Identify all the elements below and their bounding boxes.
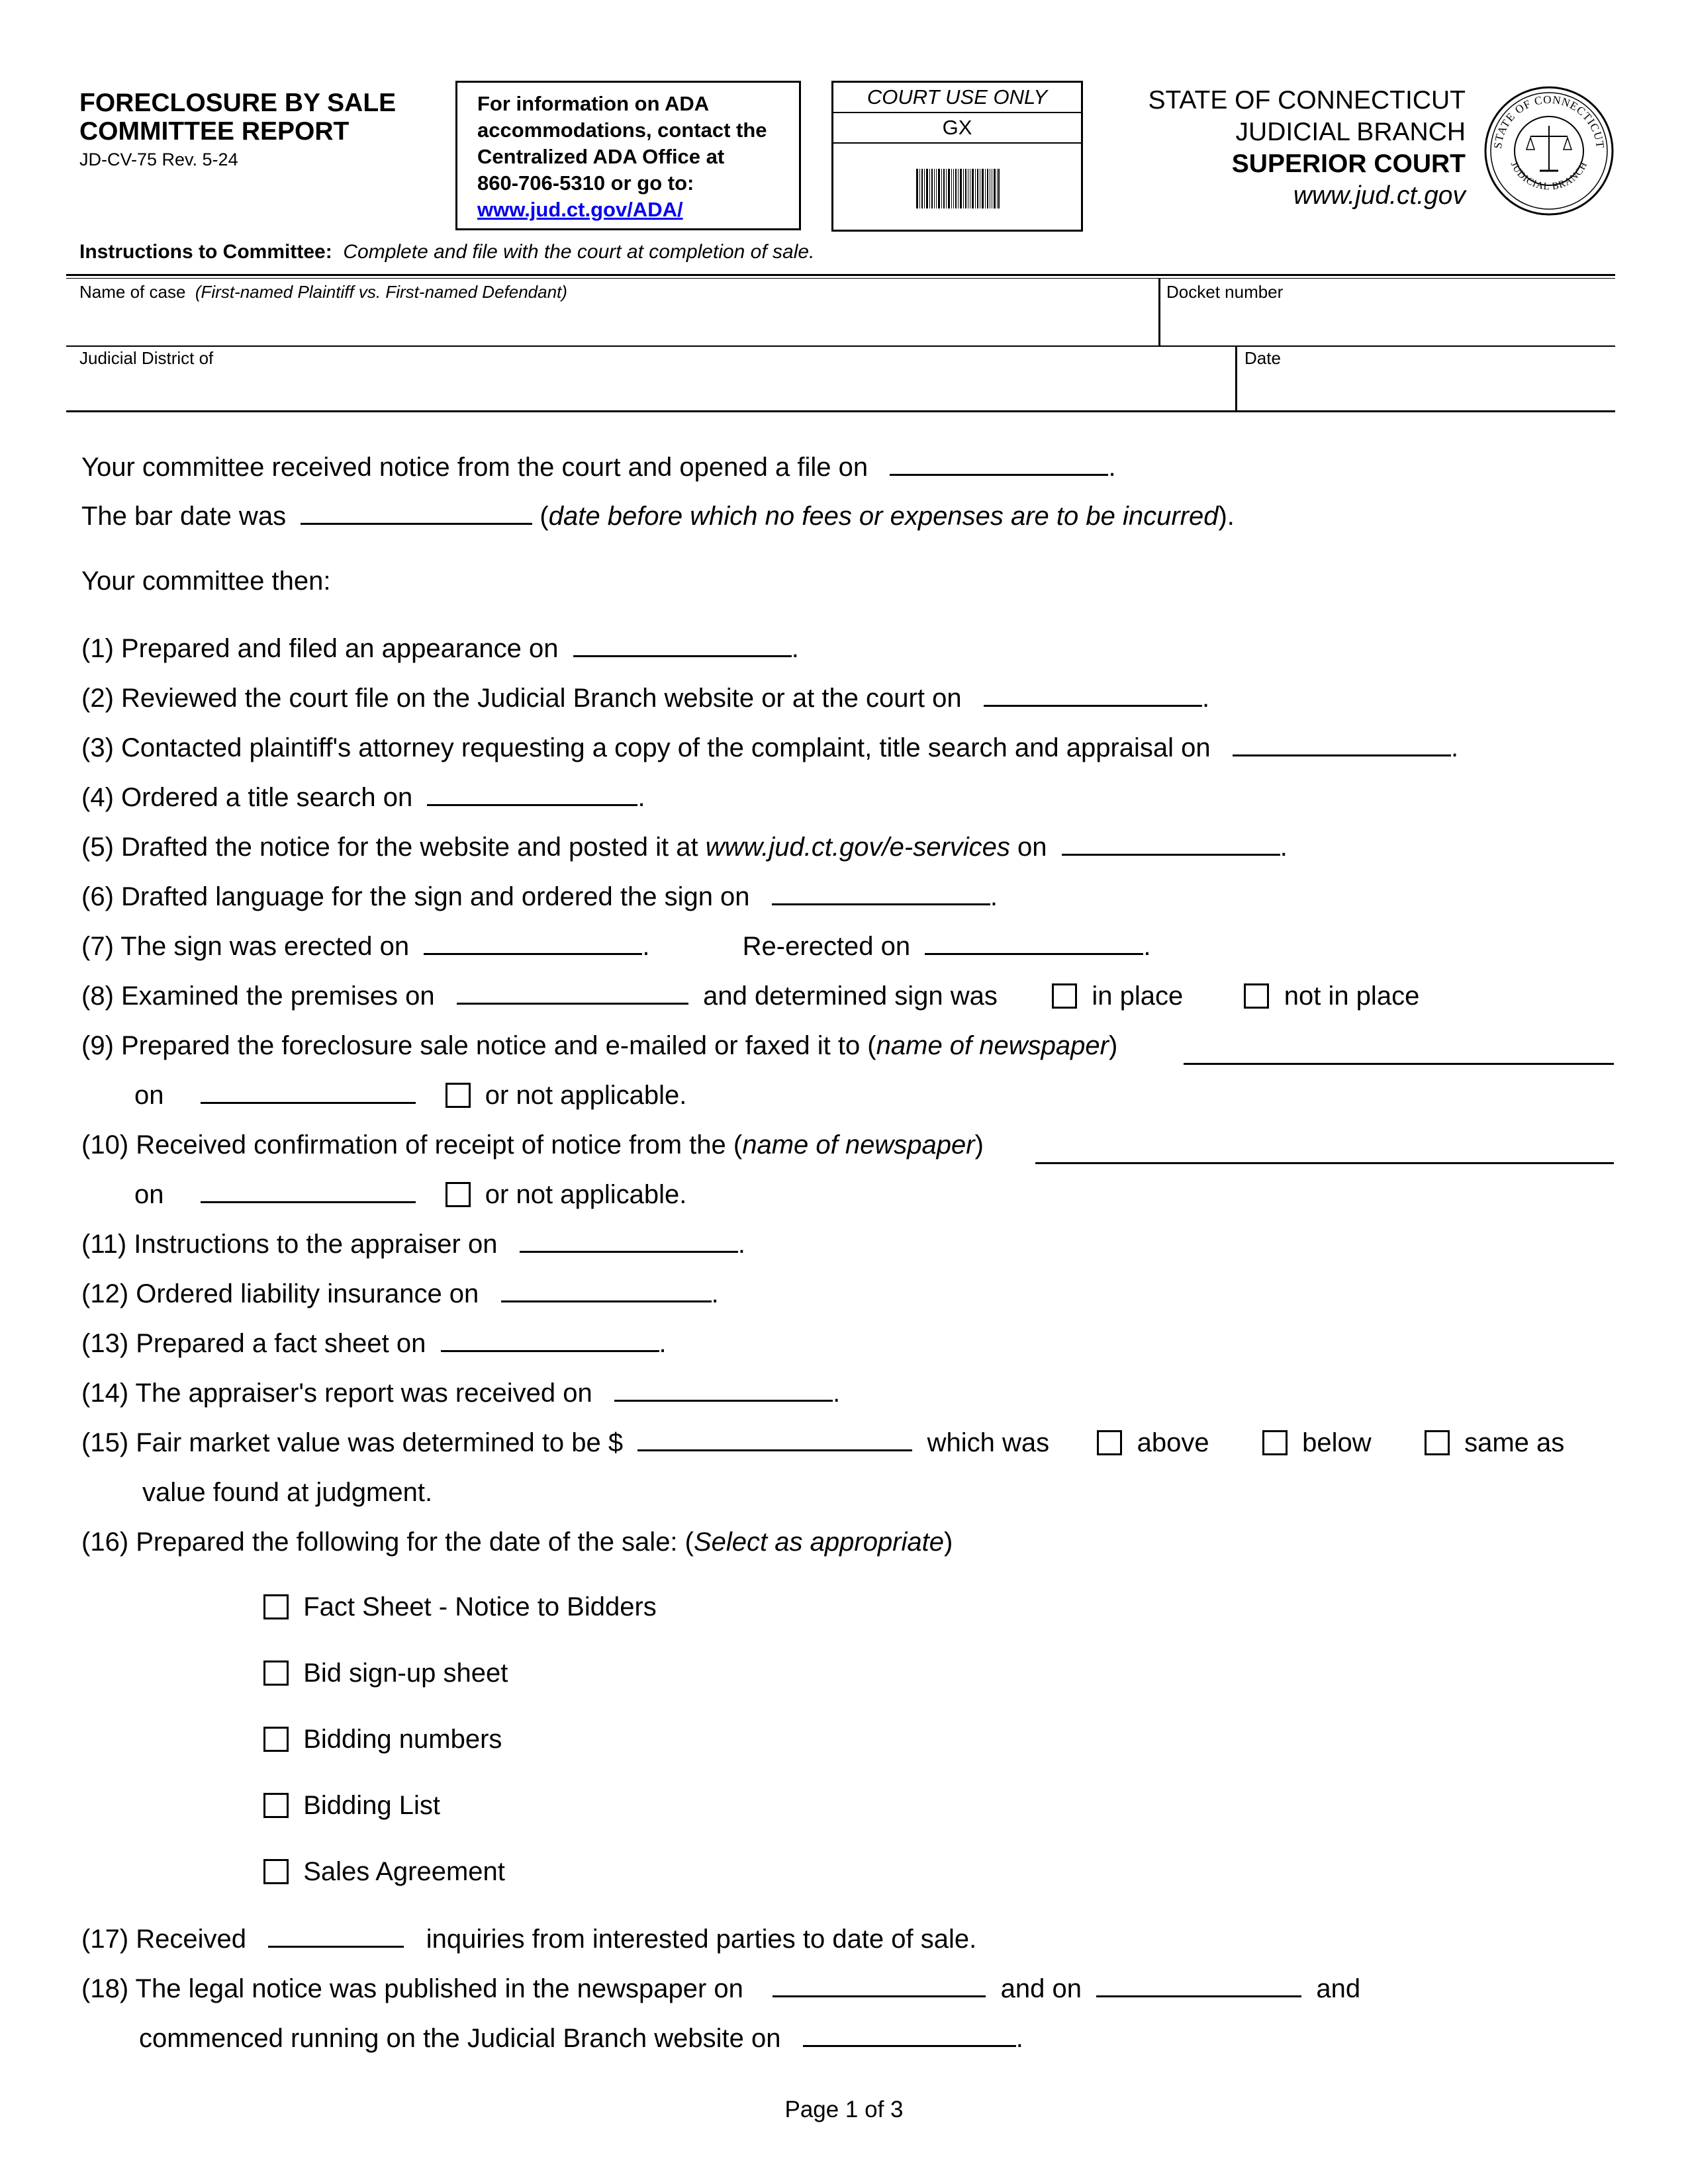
above-checkbox[interactable]: [1097, 1430, 1122, 1455]
court-use-label: COURT USE ONLY: [833, 83, 1081, 113]
ada-link[interactable]: www.jud.ct.gov/ADA/: [477, 198, 683, 221]
item-9-on-label: on: [134, 1081, 164, 1110]
item-12: (12) Ordered liability insurance on .: [81, 1279, 719, 1308]
item-1-blank[interactable]: [573, 633, 792, 657]
item-10: (10) Received confirmation of receipt of notice from the (name of newspaper): [81, 1130, 984, 1160]
item-15-which-was: which was: [927, 1428, 1050, 1457]
same-as-checkbox[interactable]: [1425, 1430, 1450, 1455]
item-11: (11) Instructions to the appraiser on .: [81, 1230, 745, 1259]
item-3-blank[interactable]: [1233, 732, 1451, 756]
judicial-district-field[interactable]: Judicial District of: [79, 348, 214, 368]
item-14-text: (14) The appraiser's report was received on: [81, 1379, 592, 1408]
not-in-place-label: not in place: [1284, 981, 1420, 1011]
item-8: [81, 980, 1419, 1012]
item-16: (16) Prepared the following for the date of the sale: (Select as appropriate): [81, 1527, 953, 1557]
same-as-label: same as: [1464, 1428, 1565, 1457]
item-10-on-label: on: [134, 1180, 164, 1209]
judicial-seal-icon: [1483, 85, 1615, 217]
item-7: (7) The sign was erected on . Re-erected on .: [81, 932, 1151, 961]
sales-agreement-label: Sales Agreement: [303, 1857, 505, 1886]
rule-date-divider: [1235, 345, 1237, 412]
item-12-text: (12) Ordered liability insurance on: [81, 1279, 479, 1308]
court-use-code: GX: [833, 113, 1081, 144]
item-1-text: (1) Prepared and filed an appearance on: [81, 634, 559, 663]
state-block: [1148, 85, 1466, 212]
item-9-newspaper-blank[interactable]: [1184, 1063, 1614, 1065]
item-18-date2-blank[interactable]: [1096, 1973, 1301, 1997]
item-10-on-line: [134, 1179, 686, 1210]
state-name: STATE OF CONNECTICUT: [1148, 86, 1466, 114]
ada-line4: 860-706-5310 or go to:: [477, 171, 694, 195]
item-18-and-on: and on: [1000, 1974, 1082, 2003]
item-4: (4) Ordered a title search on .: [81, 783, 645, 812]
item-14-blank[interactable]: [614, 1377, 833, 1402]
item-4-blank[interactable]: [427, 782, 637, 806]
rule-bottom: [66, 410, 1615, 412]
below-checkbox[interactable]: [1262, 1430, 1288, 1455]
item-15-cont: value found at judgment.: [142, 1478, 433, 1507]
item-7-text: (7) The sign was erected on: [81, 932, 410, 961]
item-8-determined: and determined sign was: [703, 981, 998, 1011]
item-15: [81, 1427, 1564, 1459]
item-3: (3) Contacted plaintiff's attorney requesting a copy of the complaint, title search and appraisal on .: [81, 733, 1459, 762]
item-10-newspaper-blank[interactable]: [1035, 1162, 1614, 1164]
item-11-text: (11) Instructions to the appraiser on: [81, 1230, 498, 1259]
item-1: (1) Prepared and filed an appearance on .: [81, 634, 799, 663]
item-2-text: (2) Reviewed the court file on the Judicial Branch website or at the court on: [81, 684, 962, 713]
item-6-blank[interactable]: [772, 881, 990, 905]
item-18: [81, 1973, 1360, 2005]
item-5-text: (5) Drafted the notice for the website and posted it at: [81, 833, 698, 862]
item-5-on: on: [1017, 833, 1047, 862]
file-opened-date-blank[interactable]: [890, 451, 1108, 476]
item-5: (5) Drafted the notice for the website and posted it at www.jud.ct.gov/e-services on .: [81, 833, 1288, 862]
barcode-icon: [916, 169, 1000, 208]
case-name-field[interactable]: [79, 282, 567, 302]
ada-info-box: [455, 81, 801, 230]
option-bidding-list: [263, 1790, 440, 1821]
rule-top: [66, 274, 1615, 276]
page-number: Page 1 of 3: [784, 2097, 904, 2122]
rule-top-thin: [66, 278, 1615, 279]
option-sales-agreement: [263, 1856, 505, 1888]
ada-line3: Centralized ADA Office at: [477, 145, 725, 168]
bidding-list-checkbox[interactable]: [263, 1793, 289, 1818]
item-4-text: (4) Ordered a title search on: [81, 783, 413, 812]
fact-sheet-checkbox[interactable]: [263, 1594, 289, 1619]
bar-date-blank[interactable]: [301, 500, 532, 525]
intro-line-1-text: Your committee received notice from the court and opened a file on: [81, 453, 868, 482]
item-2-blank[interactable]: [984, 682, 1202, 707]
item-2: (2) Reviewed the court file on the Judicial Branch website or at the court on .: [81, 684, 1210, 713]
item-13-blank[interactable]: [441, 1328, 659, 1352]
bidding-list-label: Bidding List: [303, 1791, 441, 1820]
bar-date-note: date before which no fees or expenses are to be incurred: [548, 502, 1219, 531]
item-7-erected-blank[interactable]: [424, 931, 642, 955]
instructions: [79, 241, 814, 263]
ada-line2: accommodations, contact the: [477, 118, 767, 142]
above-label: above: [1137, 1428, 1209, 1457]
form-title-line1: FORECLOSURE BY SALE: [79, 89, 397, 117]
option-bid-signup: [263, 1657, 508, 1689]
form-title: [79, 89, 396, 146]
item-17-suffix: inquiries from interested parties to date of sale.: [426, 1925, 977, 1954]
case-name-label: Name of case: [79, 282, 186, 302]
bid-signup-label: Bid sign-up sheet: [303, 1659, 508, 1688]
in-place-checkbox[interactable]: [1052, 983, 1077, 1009]
item-18-website-blank[interactable]: [803, 2023, 1016, 2047]
intro-line-2: The bar date was (date before which no fees or expenses are to be incurred).: [81, 502, 1235, 531]
item-10-na-label: or not applicable.: [485, 1180, 687, 1209]
rule-docket-divider: [1158, 278, 1160, 347]
item-18-text: (18) The legal notice was published in the newspaper on: [81, 1974, 743, 2003]
bidding-numbers-label: Bidding numbers: [303, 1725, 502, 1754]
item-17: [81, 1923, 976, 1955]
item-10-text: (10) Received confirmation of receipt of notice from the (: [81, 1130, 743, 1160]
item-10-date-blank[interactable]: [201, 1179, 416, 1203]
item-16-text: (16) Prepared the following for the date of the sale: (: [81, 1527, 694, 1557]
item-18-cont-text: commenced running on the Judicial Branch website on: [139, 2024, 781, 2053]
item-6-text: (6) Drafted language for the sign and ordered the sign on: [81, 882, 750, 911]
item-5-blank[interactable]: [1062, 831, 1280, 856]
item-6: (6) Drafted language for the sign and ordered the sign on .: [81, 882, 998, 911]
item-17-text: (17) Received: [81, 1925, 247, 1954]
item-9-text: (9) Prepared the foreclosure sale notice and e-mailed or faxed it to (: [81, 1031, 876, 1060]
form-title-line2: COMMITTEE REPORT: [79, 117, 350, 146]
below-label: below: [1302, 1428, 1372, 1457]
svg-text:JUDICIAL BRANCH: JUDICIAL BRANCH: [1508, 159, 1590, 193]
item-9-newspaper-hint: name of newspaper: [876, 1031, 1109, 1060]
fair-market-value-blank[interactable]: [637, 1427, 912, 1451]
item-16-hint: Select as appropriate: [693, 1527, 944, 1557]
item-7-reerected-blank[interactable]: [925, 931, 1143, 955]
item-9-on-line: [134, 1079, 686, 1111]
case-name-hint: (First-named Plaintiff vs. First-named Defendant): [195, 282, 567, 302]
item-8-text: (8) Examined the premises on: [81, 981, 435, 1011]
bar-date-label: The bar date was: [81, 502, 287, 531]
item-18-cont: commenced running on the Judicial Branch website on .: [139, 2024, 1023, 2053]
item-18-and: and: [1316, 1974, 1361, 2003]
item-11-blank[interactable]: [520, 1228, 738, 1253]
fact-sheet-label: Fact Sheet - Notice to Bidders: [303, 1592, 657, 1621]
item-7-reerected-label: Re-erected on: [742, 932, 911, 961]
jud-url: www.jud.ct.gov: [1293, 181, 1466, 210]
option-bidding-numbers: [263, 1723, 502, 1755]
intro-line-3: Your committee then:: [81, 567, 331, 596]
in-place-label: in place: [1092, 981, 1184, 1011]
item-14: (14) The appraiser's report was received on .: [81, 1379, 841, 1408]
item-15-text: (15) Fair market value was determined to be $: [81, 1428, 624, 1457]
item-9-na-label: or not applicable.: [485, 1081, 687, 1110]
item-12-blank[interactable]: [501, 1278, 712, 1302]
rule-mid: [66, 345, 1615, 347]
intro-line-1: Your committee received notice from the court and opened a file on .: [81, 453, 1116, 482]
item-3-text: (3) Contacted plaintiff's attorney requesting a copy of the complaint, title search and appraisal on: [81, 733, 1211, 762]
superior-court: SUPERIOR COURT: [1231, 150, 1466, 178]
bidding-numbers-checkbox[interactable]: [263, 1727, 289, 1752]
svg-text:STATE OF CONNECTICUT: STATE OF CONNECTICUT: [1491, 93, 1607, 150]
item-5-url: www.jud.ct.gov/e-services: [705, 833, 1010, 862]
item-9-na-checkbox[interactable]: [445, 1083, 471, 1108]
court-use-box: [831, 81, 1083, 232]
option-fact-sheet: [263, 1591, 657, 1623]
item-10-na-checkbox[interactable]: [445, 1182, 471, 1207]
ada-line1: For information on ADA: [477, 92, 710, 115]
item-13-text: (13) Prepared a fact sheet on: [81, 1329, 426, 1358]
not-in-place-checkbox[interactable]: [1244, 983, 1269, 1009]
inquiries-count-blank[interactable]: [268, 1923, 404, 1948]
judicial-branch: JUDICIAL BRANCH: [1235, 118, 1466, 146]
item-10-newspaper-hint: name of newspaper: [742, 1130, 975, 1160]
docket-number-field[interactable]: Docket number: [1166, 282, 1284, 302]
item-8-blank[interactable]: [457, 980, 688, 1005]
instructions-label: Instructions to Committee:: [79, 241, 332, 263]
item-9-date-blank[interactable]: [201, 1079, 416, 1104]
form-number: JD-CV-75 Rev. 5-24: [79, 150, 238, 169]
sales-agreement-checkbox[interactable]: [263, 1859, 289, 1884]
date-field[interactable]: Date: [1244, 348, 1281, 368]
item-13: (13) Prepared a fact sheet on .: [81, 1329, 667, 1358]
instructions-text: Complete and file with the court at completion of sale.: [343, 241, 815, 263]
item-18-date1-blank[interactable]: [773, 1973, 986, 1997]
item-9: (9) Prepared the foreclosure sale notice and e-mailed or faxed it to (name of newspaper): [81, 1031, 1118, 1060]
bid-signup-checkbox[interactable]: [263, 1661, 289, 1686]
